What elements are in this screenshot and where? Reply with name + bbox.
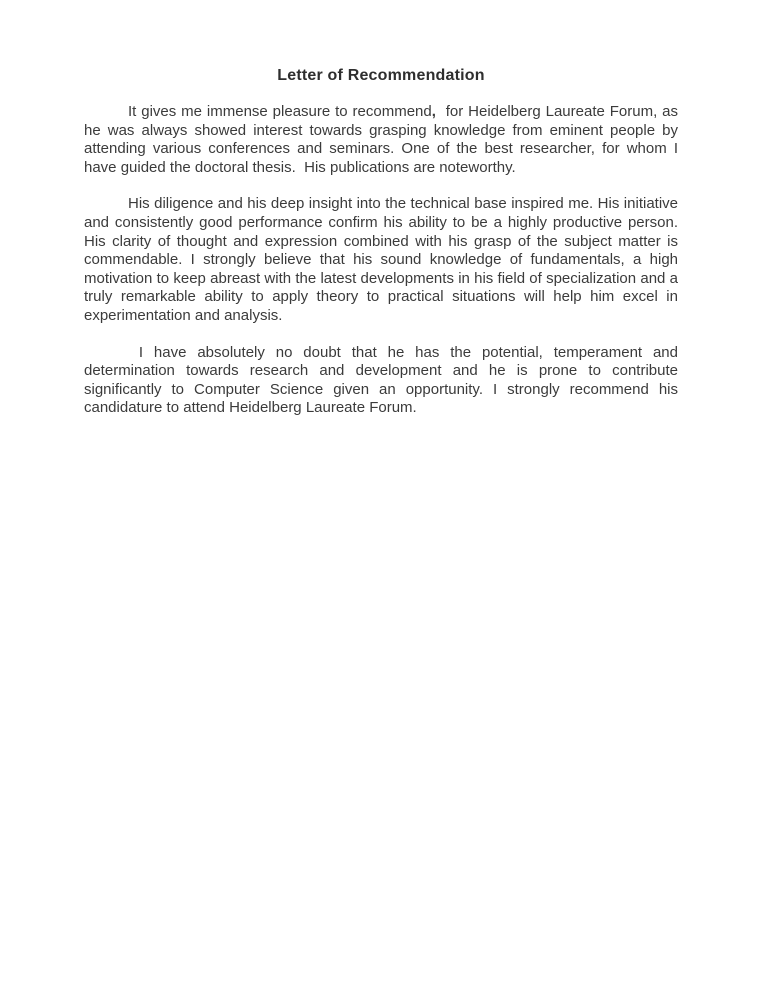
paragraph-closing <box>84 344 678 418</box>
paragraph-diligence <box>84 195 678 325</box>
paragraph-intro <box>84 103 678 177</box>
paragraph-intro-text-before-name: It gives me immense pleasure to recommend <box>128 103 432 120</box>
redacted-name-comma: , <box>431 103 436 120</box>
paragraph-diligence-text: His diligence and his deep insight into the technical base inspired me. His initiative and consistently good performance confirm his ability to be a highly productive person. His clarity of thought and expression combined with his grasp of the subject matter is commendable. I strongly believe that his sound knowledge of fundamentals, a high motivation to keep abreast with the latest developments in his field of specialization and a truly remarkable ability to apply theory to practical situations will help him excel in experimentation and analysis. <box>84 195 678 324</box>
document-title: Letter of Recommendation <box>277 67 485 84</box>
paragraph-closing-text: I have absolutely no doubt that he has the potential, temperament and determination towards research and development and he is prone to contribute significantly to Computer Science given an opportunity. I strongly recommend his candidature to attend Heidelberg Laureate Forum. <box>84 343 678 417</box>
paragraph-intro-text-after-name: for Heidelberg Laureate Forum, as he was always showed interest towards grasping knowledge from eminent people by attending various conferences and seminars. One of the best researcher, for whom I have guided the doctoral thesis. His publications are noteworthy. <box>84 103 678 176</box>
